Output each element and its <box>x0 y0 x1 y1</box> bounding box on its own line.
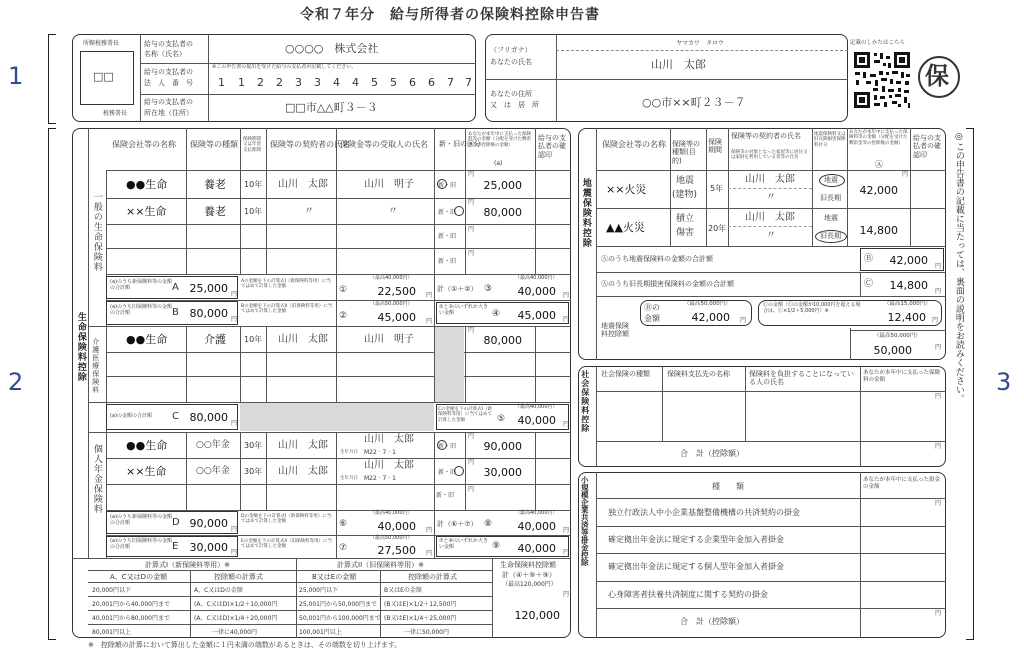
formula-new-calc: A、C又はDの金額 <box>194 587 243 594</box>
calc-c-label: Cの金額を下の計算式I（新保険料等用）に当てはめて計算した金額 <box>438 407 492 423</box>
quake-sub-c-letter: Ⓒ <box>864 279 874 289</box>
subtotal-d-yen: 円 <box>231 526 238 533</box>
address-label: あなたの住所 <box>490 90 532 98</box>
calc2-max: （最高50,000円） <box>370 301 413 307</box>
formula-new-calc: (A、C又はD)×1/2＋10,000円 <box>194 601 278 608</box>
quake-col-stamp: 給与の支払者の確認印 <box>913 134 941 159</box>
subtotal-a-yen: 円 <box>231 291 238 298</box>
corp-digit: 4 <box>333 76 340 89</box>
small-biz-total-yen: 円 <box>935 610 942 617</box>
row-amount: 14,800 <box>859 224 898 237</box>
sum12-max: （最高40,000円） <box>515 275 558 281</box>
table-row[interactable] <box>106 458 571 484</box>
subtotal-c-letter: C <box>172 411 179 422</box>
qr-caption: 記載のしかたはこちら <box>850 40 906 46</box>
quake-b-yen: 円 <box>740 317 747 324</box>
row-period: 10年 <box>244 335 263 344</box>
tax-office-value: □□ <box>93 70 114 83</box>
list-item[interactable] <box>596 581 946 608</box>
quake-total-yen: 円 <box>935 344 942 351</box>
subtotal-c-yen: 円 <box>231 420 238 427</box>
quake-b-amount-label-2: 金額 <box>644 314 660 323</box>
list-item[interactable] <box>596 526 946 553</box>
row-type: 養老 <box>204 205 226 218</box>
row-beneficiary: 山川 太郎 <box>364 460 414 471</box>
small-biz-row-label: 確定拠出年金法に規定する個人型年金加入者掛金 <box>608 562 784 571</box>
row-kubun: 地震 <box>824 214 838 222</box>
row-company: ××生命 <box>126 465 167 478</box>
row-type-2: 傷害 <box>676 228 695 238</box>
subtotal-c: 80,000 <box>189 411 228 424</box>
row-dob-label: 生年月日 <box>340 450 358 455</box>
subtotal-d-letter: D <box>172 517 180 528</box>
max-de-circle: ⑨ <box>492 541 501 551</box>
kubun-circle <box>437 440 447 450</box>
corp-digit: 2 <box>276 76 283 89</box>
quake-sub-c-yen: 円 <box>935 288 942 295</box>
row-company: ●●生命 <box>126 333 168 346</box>
quake-col-company: 保険会社等の名称 <box>602 140 666 149</box>
row-holder: 〃 <box>304 206 314 217</box>
formula-old-calc: 一律に50,000円 <box>404 629 449 636</box>
row-dob-label: 生年月日 <box>340 476 358 481</box>
row-kubun-empty: 新・旧 <box>438 233 457 240</box>
quake-deduct-label: 地震保険料控除額 <box>601 322 629 339</box>
row-company: ××火災 <box>606 183 647 196</box>
formula-old-calc: B又はEの金額 <box>384 587 422 594</box>
subtotal-a: 25,000 <box>189 282 228 295</box>
payer-name[interactable]: ○○○○ 株式会社 <box>285 42 379 55</box>
row-yen: 円 <box>468 459 475 466</box>
col-amount-letter: (a) <box>494 160 503 167</box>
sum12: 40,000 <box>517 285 556 298</box>
formula-col-be: B又はEの金額 <box>312 573 357 581</box>
formula-new-calc: 一律に40,000円 <box>212 629 257 636</box>
row-beneficiary: 山川 明子 <box>364 179 414 190</box>
row-kubun: 地震 <box>824 176 838 184</box>
life-section-label: 生命保険料控除 <box>75 312 86 382</box>
corp-digit: 7 <box>447 76 454 89</box>
row-beneficiary: 山川 太郎 <box>364 434 414 445</box>
tax-office-suffix: 税務署長 <box>103 110 128 117</box>
social-col-type: 社会保険の種類 <box>601 370 650 378</box>
row-amount: 90,000 <box>483 440 522 453</box>
quake-sub-b-label: Ⓐのうち地震保険料の金額の合計額 <box>601 255 713 263</box>
social-total-label: 合 計（控除額） <box>680 449 744 458</box>
max23-label: ②と③のいずれか大きい金額 <box>439 304 488 316</box>
kubun-circle <box>437 179 447 189</box>
row-holder: 山川 太郎 <box>278 179 328 190</box>
quake-b-amount-label: Ⓑの <box>644 303 660 312</box>
calc-e-yen: 円 <box>426 550 433 557</box>
row-amount: 80,000 <box>483 334 522 347</box>
quake-sub-b-letter: Ⓑ <box>864 254 874 264</box>
row-yen: 円 <box>468 433 475 440</box>
subtotal-c-label: (a)の金額の合計額 <box>110 413 152 419</box>
life-total-max: （最高120,000円） <box>502 581 557 588</box>
kubun-circle <box>454 466 464 476</box>
formula-new-range: 20,000円以下 <box>92 587 131 594</box>
row-amount: 25,000 <box>483 179 522 192</box>
calc-e-label: Eの金額を下の計算式II（旧保険料等用）に当てはめて計算した金額 <box>241 539 332 550</box>
small-biz-row-label: 確定拠出年金法に規定する企業型年金加入者掛金 <box>608 535 784 544</box>
row-amount: 30,000 <box>483 466 522 479</box>
formula-old-range: 50,001円から100,000円まで <box>299 615 381 622</box>
list-item[interactable] <box>596 498 946 526</box>
small-biz-col-type: 種 類 <box>712 482 744 491</box>
address-label-2: 又 は 居 所 <box>490 101 539 109</box>
subtotal-b-yen: 円 <box>231 316 238 323</box>
corp-digit: 1 <box>238 76 245 89</box>
corp-digit: 5 <box>390 76 397 89</box>
payer-name-label-2: 名称（氏名） <box>144 50 186 58</box>
subtotal-a-label: (a)のうち新保険料等の金額の合計額 <box>110 279 172 291</box>
quake-b-amount: 42,000 <box>691 311 730 324</box>
tax-office-label: 所轄税務署長 <box>83 40 120 47</box>
quake-total[interactable]: 50,000 <box>873 344 912 357</box>
max23-circle: ④ <box>492 309 501 319</box>
small-biz-col-amount: あなたが本年中に支払った掛金の金額 <box>863 477 941 490</box>
sum12-yen: 円 <box>563 292 570 299</box>
subtotal-e: 30,000 <box>189 541 228 554</box>
sum-de-label: 計（⑥＋⑦） <box>437 520 478 528</box>
row-holder: 山川 太郎 <box>278 334 328 345</box>
small-biz-row-label: 独立行政法人中小企業基盤整備機構の共済契約の掛金 <box>608 508 800 517</box>
corp-no-label: 給与の支払者の <box>144 68 193 76</box>
quake-sub-c-label: Ⓐのうち旧長期損害保険料の金額の合計額 <box>601 280 734 288</box>
row-resident: 〃 <box>766 192 776 203</box>
formula-col-abcd: A、C又はDの金額 <box>110 573 168 581</box>
subtotal-e-letter: E <box>172 541 179 552</box>
name-label: あなたの氏名 <box>490 58 532 66</box>
life-total-label-2: 計（④＋⑤＋⑨） <box>502 571 556 579</box>
row-type: ○○年金 <box>196 466 230 476</box>
calc1: 22,500 <box>377 285 416 298</box>
subtotal-d: 90,000 <box>189 517 228 530</box>
employee-address[interactable]: ○○市××町２３－７ <box>642 96 746 109</box>
calc1-yen: 円 <box>426 292 433 299</box>
bracket-1 <box>48 34 56 124</box>
sum12-circle: ③ <box>484 284 493 294</box>
quake-col-type: 保険等の種類(目的) <box>672 140 700 165</box>
sum-de-circle: ⑧ <box>484 519 493 529</box>
row-yen-empty: 円 <box>468 250 475 257</box>
list-item[interactable] <box>596 553 946 581</box>
row-dob: M22 · 7 · 1 <box>364 449 396 456</box>
general-life-label: 一般の生命保険料 <box>91 192 102 272</box>
row-kubun-2: 旧長期 <box>820 194 841 202</box>
quake-b-max: （最高50,000円） <box>684 301 731 307</box>
row-company: ▲▲火災 <box>606 221 645 234</box>
calc-d: 40,000 <box>377 520 416 533</box>
calc-e-circle: ⑦ <box>339 543 348 553</box>
row-beneficiary: 山川 明子 <box>364 334 414 345</box>
sum12-label: 計（①＋②） <box>437 285 478 293</box>
social-total-yen: 円 <box>935 443 942 450</box>
furigana-label: （フリガナ） <box>490 46 532 54</box>
col-amount: あなたが本年中に支払った保険料等の金額（分配を受けた剰余金等の控除後の金額） <box>468 132 531 148</box>
max-de-label: ⑦と⑧のいずれか大きい金額 <box>439 538 488 550</box>
quake-c-amount: 12,400 <box>887 311 926 324</box>
margin-number-3: 3 <box>996 368 1012 396</box>
corp-digit: 2 <box>257 76 264 89</box>
seal-glyph: 保 <box>925 62 949 90</box>
col-beneficiary: 保険金等の受取人の氏名 <box>340 140 428 149</box>
subtotal-b: 80,000 <box>189 307 228 320</box>
row-company: ××生命 <box>126 205 167 218</box>
small-biz-section-label: 小規模企業共済等掛金控除 <box>580 476 590 566</box>
col-type: 保険等の種類 <box>190 140 238 149</box>
medical-label: 介護医療保険料 <box>91 338 100 394</box>
formula-new-range: 40,001円から80,000円まで <box>92 615 170 622</box>
side-note: ◎この申告書の記載に当たっては、裏面の説明をお読みください。 <box>953 132 964 403</box>
formula-new-range: 80,001円以上 <box>92 629 131 636</box>
row-dob: M22 · 7 · 1 <box>364 475 396 482</box>
max23-yen: 円 <box>563 316 570 323</box>
social-col-payee: 保険料支払先の名称 <box>667 370 730 378</box>
life-total-yen: 円 <box>563 591 570 598</box>
subtotal-e-label: (a)のうち旧保険料等の金額の合計額 <box>110 538 172 550</box>
row-yen: 円 <box>468 327 475 334</box>
sum-de: 40,000 <box>517 520 556 533</box>
row-yen-empty: 円 <box>468 486 475 493</box>
table-row[interactable] <box>596 208 946 246</box>
subtotal-e-yen: 円 <box>231 549 238 556</box>
quake-sub-b-yen: 円 <box>935 263 942 270</box>
sum-de-yen: 円 <box>563 527 570 534</box>
form-title: 令和７年分 給与所得者の保険料控除申告書 <box>300 7 600 23</box>
payer-name-label: 給与の支払者の <box>144 40 193 48</box>
formula-col-calc-old: 控除額の計算式 <box>408 573 457 581</box>
row-type: 積立 <box>676 214 695 224</box>
quake-c-max: （最高15,000円） <box>884 301 931 307</box>
corp-digit: 5 <box>371 76 378 89</box>
subtotal-b-letter: B <box>172 307 179 318</box>
calc2: 45,000 <box>377 311 416 324</box>
row-kubun: 新・旧 <box>438 469 457 476</box>
calc1-max: （最高40,000円） <box>370 275 413 281</box>
row-kubun-empty: 新・旧 <box>436 492 455 499</box>
corp-digit: 6 <box>428 76 435 89</box>
row-yen: 円 <box>902 171 909 178</box>
formula-old-range: 25,001円から50,000円まで <box>299 601 377 608</box>
corp-digit: 3 <box>295 76 302 89</box>
row-company: ●●生命 <box>126 178 168 191</box>
row-period: 30年 <box>244 441 263 450</box>
row-type: ○○年金 <box>196 440 230 450</box>
shaded-calc <box>240 403 434 431</box>
corp-no-label-2: 法 人 番 号 <box>144 79 193 87</box>
table-row[interactable] <box>596 170 946 208</box>
col-company: 保険会社等の名称 <box>112 140 176 149</box>
quake-sub-b: 42,000 <box>889 254 928 267</box>
max23: 45,000 <box>517 309 556 322</box>
calc-d-circle: ⑥ <box>339 519 348 529</box>
row-type-2: (建物) <box>672 190 698 200</box>
payer-addr-label: 給与の支払者の <box>144 98 193 106</box>
row-period: 10年 <box>244 180 263 189</box>
row-resident: 〃 <box>766 230 776 241</box>
earthquake-section-label: 地震保険料控除 <box>580 178 591 248</box>
social-section-label: 社会保険料控除 <box>580 370 590 433</box>
footnote: ※ 控除額の計算において算出した金額に１円未満の端数があるときは、その端数を切り上げます。 <box>88 641 402 649</box>
row-kubun: 新・旧 <box>438 443 457 450</box>
row-beneficiary: 〃 <box>388 206 398 217</box>
formula-col-calc: 控除額の計算式 <box>214 573 263 581</box>
calc1-circle: ① <box>339 285 348 295</box>
row-holder: 山川 太郎 <box>278 440 328 451</box>
quake-col-period: 保険期間 <box>708 138 722 155</box>
formula-old-calc: (B又はE)×1/2＋12,500円 <box>384 601 457 608</box>
col-holder: 保険等の契約者の氏名 <box>270 140 350 149</box>
furigana[interactable]: ヤマカワ タロウ <box>676 40 725 47</box>
formula-old-range: 25,000円以下 <box>299 587 338 594</box>
quake-sub-c: 14,800 <box>889 279 928 292</box>
quake-col-amount: あなたが本年中に支払った保険料等の金額（分配を受けた剰余金等の控除後の金額） <box>849 130 908 146</box>
calc2-label: Bの金額を下の計算式II（旧保険料等用）に当てはめて計算した金額 <box>241 304 333 315</box>
formula-new-calc: (A、C又はD)×1/4＋20,000円 <box>194 615 278 622</box>
corp-digit: 7 <box>465 76 472 89</box>
row-type: 養老 <box>204 178 226 191</box>
row-kubun-2: 旧長期 <box>820 232 841 240</box>
max-de-yen: 円 <box>563 549 570 556</box>
row-kubun: 新・旧 <box>438 182 457 189</box>
max-de: 40,000 <box>517 542 556 555</box>
margin-number-2: 2 <box>8 368 24 396</box>
life-total-label: 生命保険料控除額 <box>500 561 556 569</box>
row-amount: 42,000 <box>859 184 898 197</box>
quake-c-yen: 円 <box>932 317 939 324</box>
corp-no-note: ※この申告書の提出を受けた給与の支払者が記載してください。 <box>212 64 357 70</box>
formula-new-range: 20,001円から40,000円まで <box>92 601 170 608</box>
row-yen: 円 <box>468 171 475 178</box>
corp-digit: 3 <box>314 76 321 89</box>
small-biz-row-label: 心身障害者扶養共済制度に関する契約の掛金 <box>608 590 768 599</box>
qr-code-icon[interactable] <box>852 50 912 110</box>
bracket-2 <box>48 128 56 640</box>
calc-c-circle: ⑤ <box>497 414 506 424</box>
quake-c-calc-label: Ⓒの金額（Ⓒの金額が10,000円を超える場合は、Ⓒ×1/2＋5,000円）※ <box>763 302 861 314</box>
subtotal-d-label: (a)のうち新保険料等の金額の合計額 <box>110 514 172 526</box>
row-kubun-empty: 新・旧 <box>438 258 457 265</box>
row-amount: 80,000 <box>483 206 522 219</box>
table-row[interactable] <box>106 170 571 198</box>
formula-new-title: 計算式I（新保険料等用）※ <box>145 561 230 569</box>
corp-no-digits[interactable] <box>212 72 474 92</box>
life-total[interactable]: 120,000 <box>514 609 560 622</box>
formula-old-title: 計算式II（旧保険料等用）※ <box>337 561 424 569</box>
pension-label: 個人年金保険料 <box>91 444 102 514</box>
calc-e-max: （最高50,000円） <box>370 535 413 541</box>
calc-d-max: （最高40,000円） <box>370 510 413 516</box>
row-period: 30年 <box>244 467 263 476</box>
quake-col-resident: 保険等の対象となった家屋等に居住又は家財を利用している者等の氏名 <box>731 150 808 161</box>
formula-old-range: 100,001円以上 <box>299 629 342 636</box>
row-holder: 山川 太郎 <box>745 174 795 185</box>
row-company: ●●生命 <box>126 439 168 452</box>
small-biz-total-field[interactable] <box>861 609 945 637</box>
subtotal-a-letter: A <box>172 282 179 293</box>
quake-col-kubun: 地震保険料又は旧長期損害保険料区分 <box>814 132 846 148</box>
social-col-amount: あなたが本年中に支払った保険料の金額 <box>863 370 941 383</box>
social-col-payer: 保険料を負担することになっている人の氏名 <box>749 370 854 387</box>
calc1-label: Aの金額を下の計算式I（新保険料等用）に当てはめて計算した金額 <box>241 279 331 290</box>
row-yen-empty: 円 <box>468 226 475 233</box>
row-holder: 山川 太郎 <box>745 212 795 223</box>
formula-old-calc: (B又はE)×1/4＋25,000円 <box>384 615 457 622</box>
bracket-3 <box>966 128 974 640</box>
social-total-field[interactable] <box>861 442 945 466</box>
calc2-circle: ② <box>339 311 348 321</box>
table-row[interactable] <box>106 432 571 458</box>
social-row-yen: 円 <box>935 393 942 400</box>
calc-d-label: Dの金額を下の計算式I（新保険料等用）に当てはめて計算した金額 <box>241 514 332 525</box>
table-row[interactable] <box>106 326 571 352</box>
kubun-circle <box>454 206 464 216</box>
row-period: 5年 <box>710 184 724 193</box>
small-biz-row-yen: 円 <box>935 500 942 507</box>
row-yen: 円 <box>468 199 475 206</box>
corp-digit: 4 <box>352 76 359 89</box>
sum-de-max: （最高40,000円） <box>515 510 558 516</box>
col-stamp: 給与の支払者の確認印 <box>538 134 566 159</box>
col-period: 保険期間又は年金支払期間 <box>243 137 261 153</box>
small-biz-total-label: 合 計（控除額） <box>680 617 744 626</box>
margin-number-1: 1 <box>8 62 24 90</box>
row-period: 20年 <box>708 224 727 233</box>
calc2-yen: 円 <box>426 318 433 325</box>
col-kubun: 新・旧の区分 <box>439 140 481 148</box>
table-row[interactable] <box>106 198 571 224</box>
quake-col-a: Ⓐ <box>875 160 883 169</box>
quake-total-max: （最高50,000円） <box>874 333 921 339</box>
payer-address[interactable]: □□市△△町３－３ <box>285 101 378 114</box>
quake-col-holder: 保険等の契約者の氏名 <box>731 132 801 140</box>
calc-c-yen: 円 <box>563 421 570 428</box>
row-period: 10年 <box>244 207 263 216</box>
subtotal-b-label: (a)のうち旧保険料等の金額の合計額 <box>110 304 172 316</box>
calc-c: 40,000 <box>517 414 556 427</box>
row-type: 地震 <box>676 176 695 186</box>
row-holder: 山川 太郎 <box>278 466 328 477</box>
corp-digit: 1 <box>218 76 225 89</box>
payer-addr-label-2: 所在地（住所） <box>144 109 193 117</box>
calc-c-max: （最高40,000円） <box>515 404 558 410</box>
calc-d-yen: 円 <box>426 527 433 534</box>
calc-e: 27,500 <box>377 544 416 557</box>
row-type: 介護 <box>204 333 226 346</box>
row-kubun: 新・旧 <box>438 209 457 216</box>
corp-digit: 6 <box>409 76 416 89</box>
employee-name[interactable]: 山川 太郎 <box>651 58 706 71</box>
